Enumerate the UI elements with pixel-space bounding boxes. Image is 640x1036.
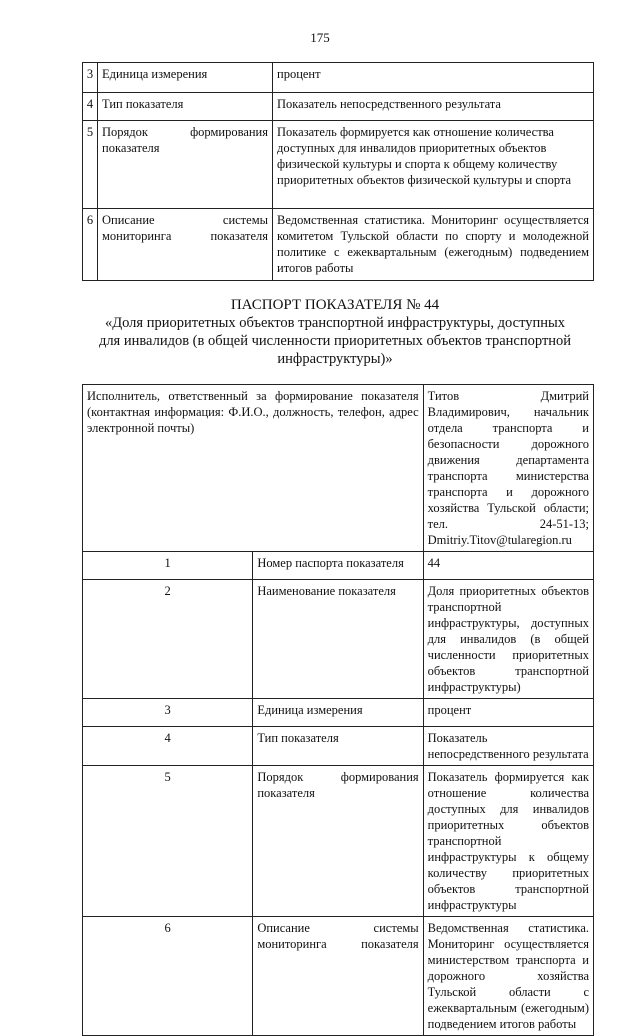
table-row <box>83 63 594 93</box>
passport-subtitle-line: «Доля приоритетных объектов транспортной инфраструктуры, доступных <box>104 315 566 331</box>
table-row <box>83 699 594 727</box>
row-value: процент <box>423 699 593 727</box>
row-value: Показатель формируется как отношение количества доступных для инвалидов приоритетных объектов физической культуры и спорта к общему количеству приоритетных объектов физической культуры и спорта <box>273 121 594 209</box>
row-value: 44 <box>423 552 593 580</box>
row-value: Показатель непосредственного результата <box>423 727 593 766</box>
row-label: Единица измерения <box>253 699 423 727</box>
passport-title: ПАСПОРТ ПОКАЗАТЕЛЯ № 44 <box>230 297 440 313</box>
row-label: Порядок формирования показателя <box>253 766 423 917</box>
row-number: 4 <box>83 727 253 766</box>
table-row <box>83 209 594 281</box>
row-number: 5 <box>83 766 253 917</box>
executor-value: Титов Дмитрий Владимирович, начальник отдела транспорта и безопасности дорожного движения департамента транспорта министерства транспорта и дорожного хозяйства Тульской области; тел. 24-51-13; Dmitriy.Titov@tularegion.ru <box>423 385 593 552</box>
row-value: Доля приоритетных объектов транспортной инфраструктуры, доступных для инвалидов (в общей численности приоритетных объектов транспортной инфраструктуры) <box>423 580 593 699</box>
table-row <box>83 552 594 580</box>
row-number: 3 <box>83 63 98 93</box>
table-row <box>83 727 594 766</box>
row-label: Единица измерения <box>98 63 273 93</box>
row-value: Ведомственная статистика. Мониторинг осуществляется комитетом Тульской области по спорту и молодежной политике с ежеквартальным (ежегодным) подведением итогов работы <box>273 209 594 281</box>
row-number: 6 <box>83 917 253 1036</box>
indicator-44-passport-table <box>82 384 594 1036</box>
table-row <box>83 917 594 1036</box>
row-number: 4 <box>83 93 98 121</box>
table-row <box>83 93 594 121</box>
row-value: процент <box>273 63 594 93</box>
row-label: Описание системы мониторинга показателя <box>98 209 273 281</box>
row-value: Показатель непосредственного результата <box>273 93 594 121</box>
row-label: Тип показателя <box>98 93 273 121</box>
row-value: Показатель формируется как отношение количества доступных для инвалидов приоритетных объектов транспортной инфраструктуры к общему количеству приоритетных объектов транспортной инфраструктуры <box>423 766 593 917</box>
executor-row <box>83 385 594 552</box>
row-label: Тип показателя <box>253 727 423 766</box>
row-label: Описание системы мониторинга показателя <box>253 917 423 1036</box>
table-row <box>83 766 594 917</box>
row-number: 1 <box>83 552 253 580</box>
table-row <box>83 121 594 209</box>
row-label: Номер паспорта показателя <box>253 552 423 580</box>
passport-title-block <box>60 296 610 368</box>
table-row <box>83 580 594 699</box>
indicator-43-table <box>82 62 594 281</box>
passport-subtitle-line: инфраструктуры)» <box>277 351 393 367</box>
row-number: 2 <box>83 580 253 699</box>
row-label: Порядок формирования показателя <box>98 121 273 209</box>
passport-subtitle-line: для инвалидов (в общей численности приоритетных объектов транспортной <box>98 333 572 349</box>
row-number: 3 <box>83 699 253 727</box>
page-number: 175 <box>310 30 330 45</box>
row-number: 6 <box>83 209 98 281</box>
row-number: 5 <box>83 121 98 209</box>
row-value: Ведомственная статистика. Мониторинг осуществляется министерством транспорта и дорожного хозяйства Тульской области с ежеквартальным (ежегодным) подведением итогов работы <box>423 917 593 1036</box>
row-label: Наименование показателя <box>253 580 423 699</box>
executor-label: Исполнитель, ответственный за формирование показателя (контактная информация: Ф.И.О., должность, телефон, адрес электронной почты) <box>83 385 424 552</box>
